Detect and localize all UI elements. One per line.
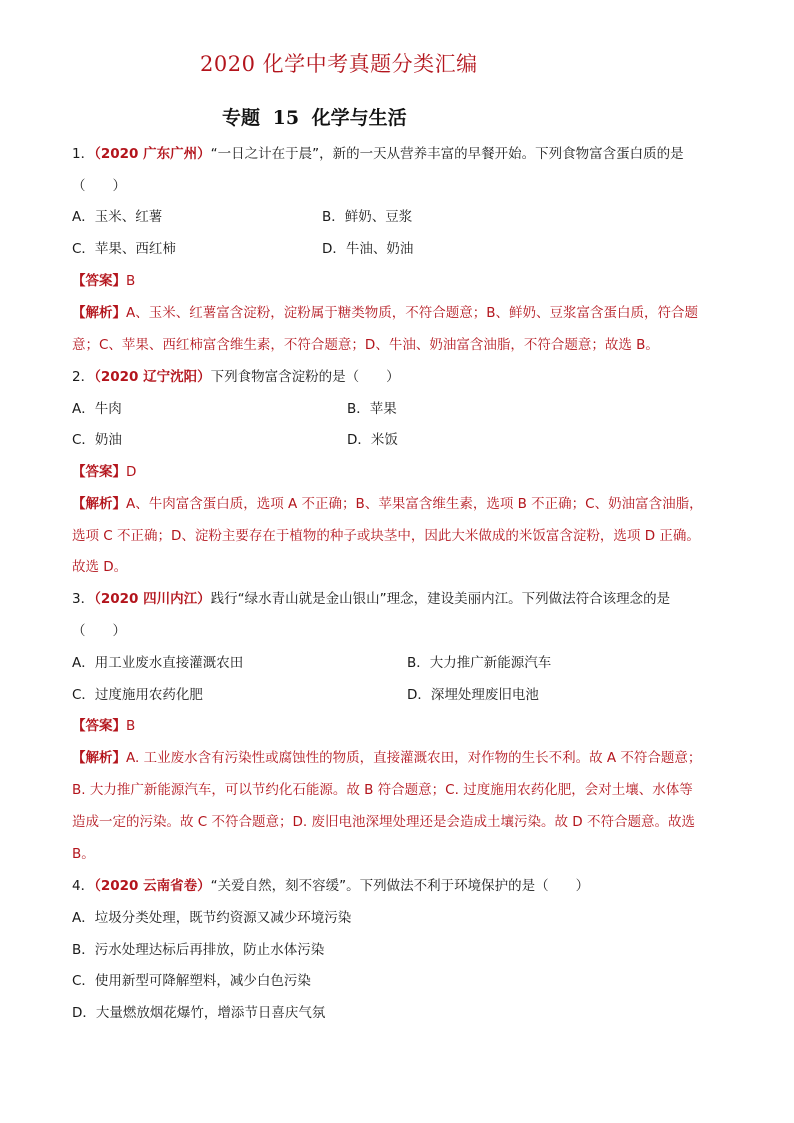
q3-option-b: B．大力推广新能源汽车 — [407, 655, 552, 671]
question-3-bracket: （ ） — [72, 623, 126, 639]
q1-option-a: A．玉米、红薯 — [72, 209, 163, 225]
answer-value: B — [126, 273, 136, 289]
question-text: 下列食物富含淀粉的是（ ） — [210, 369, 400, 385]
question-1-stem — [72, 145, 684, 163]
q3-option-a: A．用工业废水直接灌溉农田 — [72, 655, 244, 671]
question-number: 1． — [72, 146, 95, 162]
question-source: （2020 辽宁沈阳） — [94, 369, 211, 385]
q1-option-d: D．牛油、奶油 — [322, 241, 414, 257]
q2-answer — [72, 463, 136, 481]
q1-option-c: C．苹果、西红柿 — [72, 241, 176, 257]
q2-option-b: B．苹果 — [347, 401, 397, 417]
question-number: 2． — [72, 369, 95, 385]
question-source: （2020 广东广州） — [94, 146, 211, 162]
q1-option-b: B．鲜奶、豆浆 — [322, 209, 413, 225]
q2-explanation-line-2: 选项 C 不正确；D、淀粉主要存在于植物的种子或块茎中，因此大米做成的米饭富含淀粉，选项 D 正确。 — [72, 528, 700, 544]
document-title: 2020 化学中考真题分类汇编 — [200, 52, 478, 76]
q4-option-c: C．使用新型可降解塑料，减少白色污染 — [72, 973, 311, 989]
q4-option-d: D．大量燃放烟花爆竹，增添节日喜庆气氛 — [72, 1005, 326, 1021]
q2-option-c: C．奶油 — [72, 432, 122, 448]
explanation-tag: 【解析】 — [72, 496, 126, 512]
question-number: 3． — [72, 591, 95, 607]
answer-tag: 【答案】 — [72, 718, 126, 734]
question-text: “关爱自然，刻不容缓”。下列做法不利于环境保护的是（ ） — [210, 878, 590, 894]
q2-explanation-line-3: 故选 D。 — [72, 559, 128, 575]
topic-title: 专题 15 化学与生活 — [222, 107, 407, 129]
question-3-stem — [72, 590, 670, 608]
question-source: （2020 云南省卷） — [94, 878, 211, 894]
answer-value: B — [126, 718, 136, 734]
question-4-stem — [72, 877, 589, 895]
answer-value: D — [126, 464, 137, 480]
q1-explanation-line-2: 意；C、苹果、西红柿富含维生素，不符合题意；D、牛油、奶油富含油脂，不符合题意；故选 B。 — [72, 337, 659, 353]
q3-option-c: C．过度施用农药化肥 — [72, 687, 203, 703]
q1-explanation-line-1: 【解析】A、玉米、红薯富含淀粉，淀粉属于糖类物质，不符合题意；B、鲜奶、豆浆富含蛋白质，符合题 — [72, 305, 698, 321]
q2-option-a: A．牛肉 — [72, 401, 122, 417]
q3-explanation-line-2: B. 大力推广新能源汽车，可以节约化石能源。故 B 符合题意；C. 过度施用农药化肥，会对土壤、水体等 — [72, 782, 693, 798]
explanation-tag: 【解析】 — [72, 750, 126, 766]
question-2-stem — [72, 368, 400, 386]
answer-tag: 【答案】 — [72, 273, 126, 289]
q3-option-d: D．深埋处理废旧电池 — [407, 687, 539, 703]
q3-explanation-line-3: 造成一定的污染。故 C 不符合题意；D. 废旧电池深埋处理还是会造成土壤污染。故 D 不符合题意。故选 — [72, 814, 695, 830]
explanation-tag: 【解析】 — [72, 305, 126, 321]
question-number: 4． — [72, 878, 95, 894]
question-text: 践行“绿水青山就是金山银山”理念，建设美丽内江。下列做法符合该理念的是 — [210, 591, 671, 607]
q3-answer — [72, 717, 135, 735]
q1-answer — [72, 272, 135, 290]
q3-explanation-line-4: B。 — [72, 846, 95, 862]
q2-explanation-line-1: 【解析】A、牛肉富含蛋白质，选项 A 不正确；B、苹果富含维生素，选项 B 不正确；C、奶油富含油脂， — [72, 496, 703, 512]
q3-explanation-line-1: 【解析】A. 工业废水含有污染性或腐蚀性的物质，直接灌溉农田，对作物的生长不利。故 A 不符合题意； — [72, 750, 702, 766]
q2-option-d: D．米饭 — [347, 432, 398, 448]
question-source: （2020 四川内江） — [94, 591, 211, 607]
q4-option-b: B．污水处理达标后再排放，防止水体污染 — [72, 942, 325, 958]
question-text: “一日之计在于晨”，新的一天从营养丰富的早餐开始。下列食物富含蛋白质的是 — [210, 146, 684, 162]
answer-tag: 【答案】 — [72, 464, 126, 480]
question-1-bracket: （ ） — [72, 178, 126, 194]
q4-option-a: A．垃圾分类处理，既节约资源又减少环境污染 — [72, 910, 352, 926]
